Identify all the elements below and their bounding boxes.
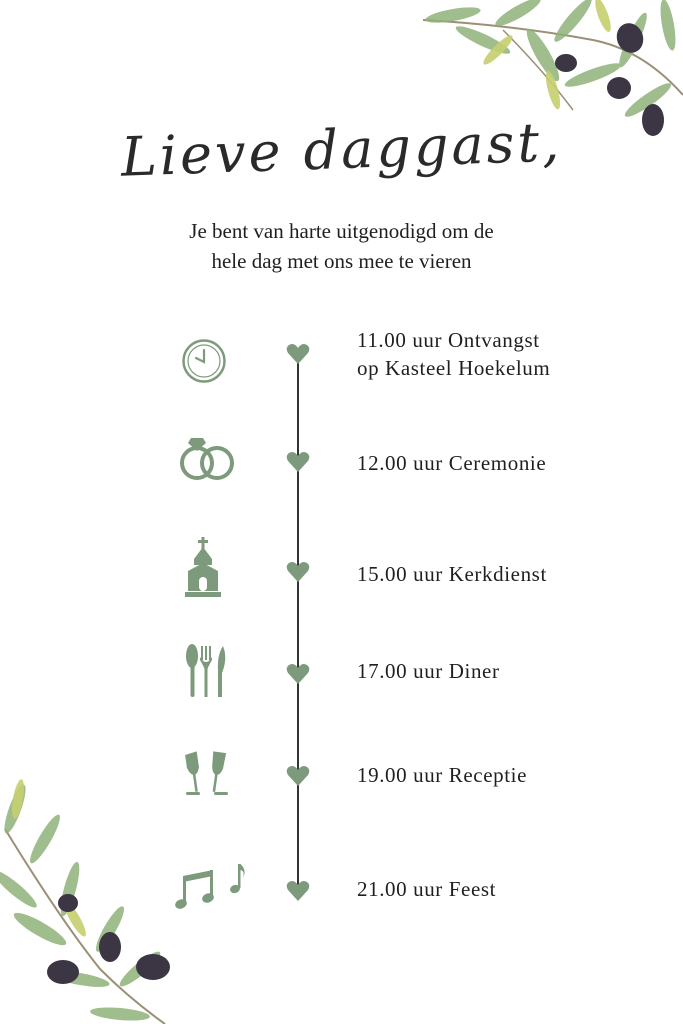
timeline-item-kerkdienst [357,560,657,588]
olive-branch-bottom-decoration [0,779,175,1024]
timeline-item-text: 21.00 uur Feest [357,877,497,901]
intro-line: hele dag met ons mee te vieren [211,249,472,273]
timeline-item-diner [357,657,657,685]
church-icon [184,537,222,599]
rings-icon [176,434,238,482]
timeline-item-text: 11.00 uur Ontvangst [357,328,540,352]
cutlery-icon [184,643,228,699]
music-notes-icon [175,862,247,910]
timeline-heart-marker [286,663,310,685]
timeline-heart-marker [286,561,310,583]
clock-icon [181,338,227,384]
greeting-heading: Lieve daggast, [119,110,564,189]
intro-line: Je bent van harte uitgenodigd om de [189,219,494,243]
timeline-item-ontvangst [357,326,657,382]
timeline-item-feest [357,875,657,903]
timeline-heart-marker [286,343,310,365]
timeline-heart-marker [286,451,310,473]
timeline-item-text: 17.00 uur Diner [357,659,500,683]
timeline-heart-marker [286,765,310,787]
invitation-intro [0,216,683,276]
timeline-line [297,352,299,900]
timeline-item-receptie [357,761,657,789]
timeline-item-text: op Kasteel Hoekelum [357,356,551,380]
champagne-glasses-icon [184,748,232,798]
timeline-item-ceremonie [357,449,657,477]
timeline-item-text: 19.00 uur Receptie [357,763,528,787]
timeline-item-text: 12.00 uur Ceremonie [357,451,547,475]
timeline-heart-marker [286,880,310,902]
timeline-item-text: 15.00 uur Kerkdienst [357,562,547,586]
